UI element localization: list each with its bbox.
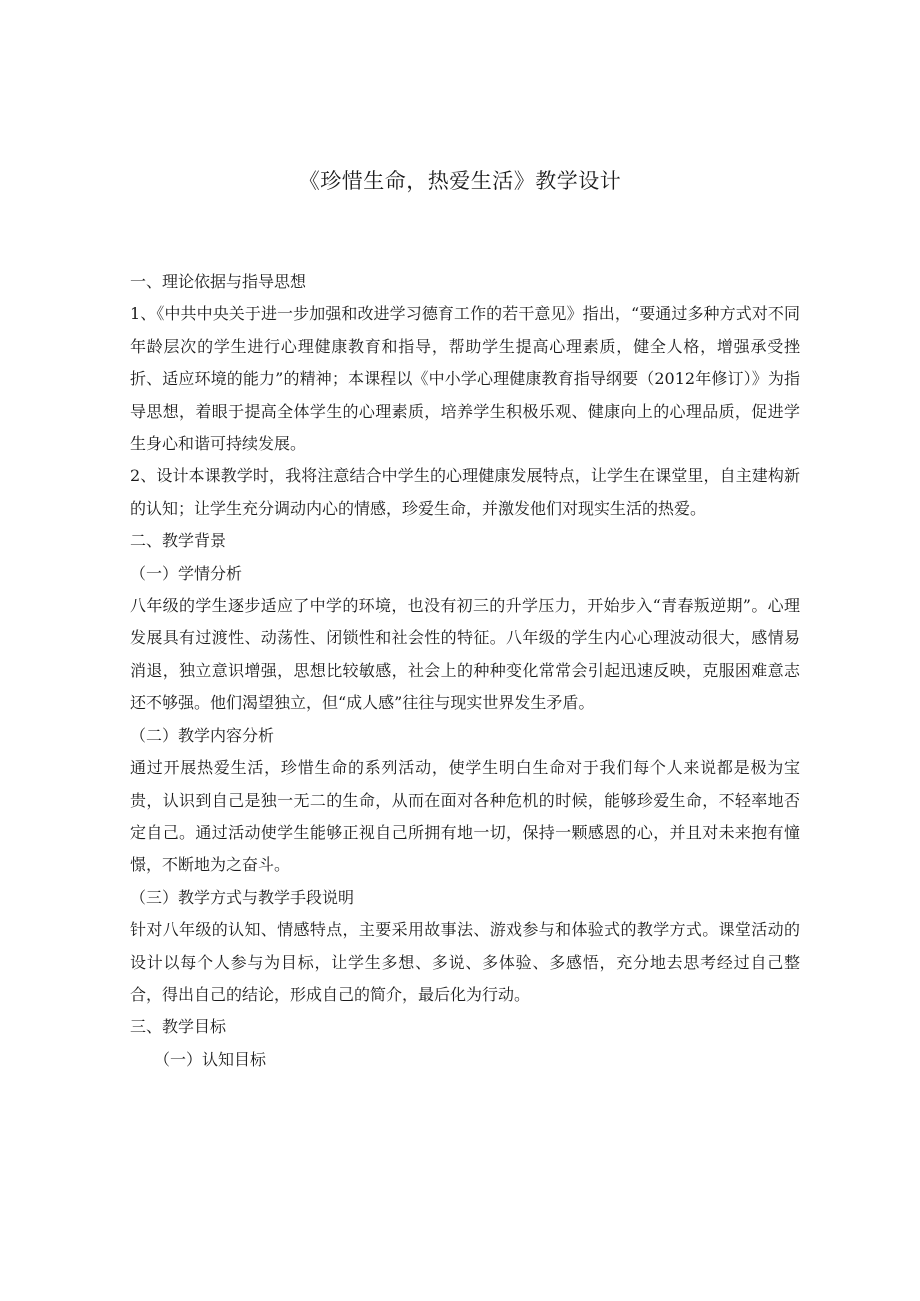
paragraph-content-analysis: 通过开展热爱生活，珍惜生命的系列活动，使学生明白生命对于我们每个人来说都是极为宝贵，认识到自己是独一无二的生命，从而在面对各种危机的时候，能够珍爱生命，不轻率地否定自己。通过活动使学生能够正视自己所拥有地一切，保持一颗感恩的心，并且对未来抱有憧憬，不断地为之奋斗。 xyxy=(130,758,800,875)
paragraph-theory-2: 2、设计本课教学时，我将注意结合中学生的心理健康发展特点，让学生在课堂里，自主建构新的认知；让学生充分调动内心的情感，珍爱生命，并激发他们对现实生活的热爱。 xyxy=(130,466,800,518)
paragraph-student-analysis: 八年级的学生逐步适应了中学的环境，也没有初三的升学压力，开始步入“青春叛逆期”。心理发展具有过渡性、动荡性、闭锁性和社会性的特征。八年级的学生内心心理波动很大，感情易消退，独立意识增强，思想比较敏感，社会上的种种变化常常会引起迅速反映，克服困难意志还不够强。他们渴望独立，但“成人感”往往与现实世界发生矛盾。 xyxy=(130,596,800,713)
paragraph-teaching-methods: 针对八年级的认知、情感特点，主要采用故事法、游戏参与和体验式的教学方式。课堂活动的设计以每个人参与为目标，让学生多想、多说、多体验、多感悟，充分地去思考经过自己整合，得出自己的结论，形成自己的简介，最后化为行动。 xyxy=(130,920,800,1004)
document-title: 《珍惜生命，热爱生活》教学设计 xyxy=(298,169,622,193)
section-heading-1: 一、理论依据与指导思想 xyxy=(130,272,307,291)
document-body xyxy=(130,266,800,1076)
section-heading-2: 二、教学背景 xyxy=(130,531,227,551)
subheading-student-analysis: （一）学情分析 xyxy=(130,563,243,583)
section-heading-3: 三、教学目标 xyxy=(130,1017,227,1037)
subheading-teaching-methods: （三）教学方式与教学手段说明 xyxy=(130,887,355,907)
subheading-content-analysis: （二）教学内容分析 xyxy=(130,725,275,745)
paragraph-theory-1: 1、《中共中央关于进一步加强和改进学习德育工作的若干意见》指出，“要通过多种方式对不同年龄层次的学生进行心理健康教育和指导，帮助学生提高心理素质，健全人格，增强承受挫折、适应环境的能力”的精神；本课程以《中小学心理健康教育指导纲要（2012年修订）》为指导思想，着眼于提高全体学生的心理素质，培养学生积极乐观、健康向上的心理品质，促进学生身心和谐可持续发展。 xyxy=(130,304,800,454)
subheading-cognitive-goals: （一）认知目标 xyxy=(154,1049,267,1069)
